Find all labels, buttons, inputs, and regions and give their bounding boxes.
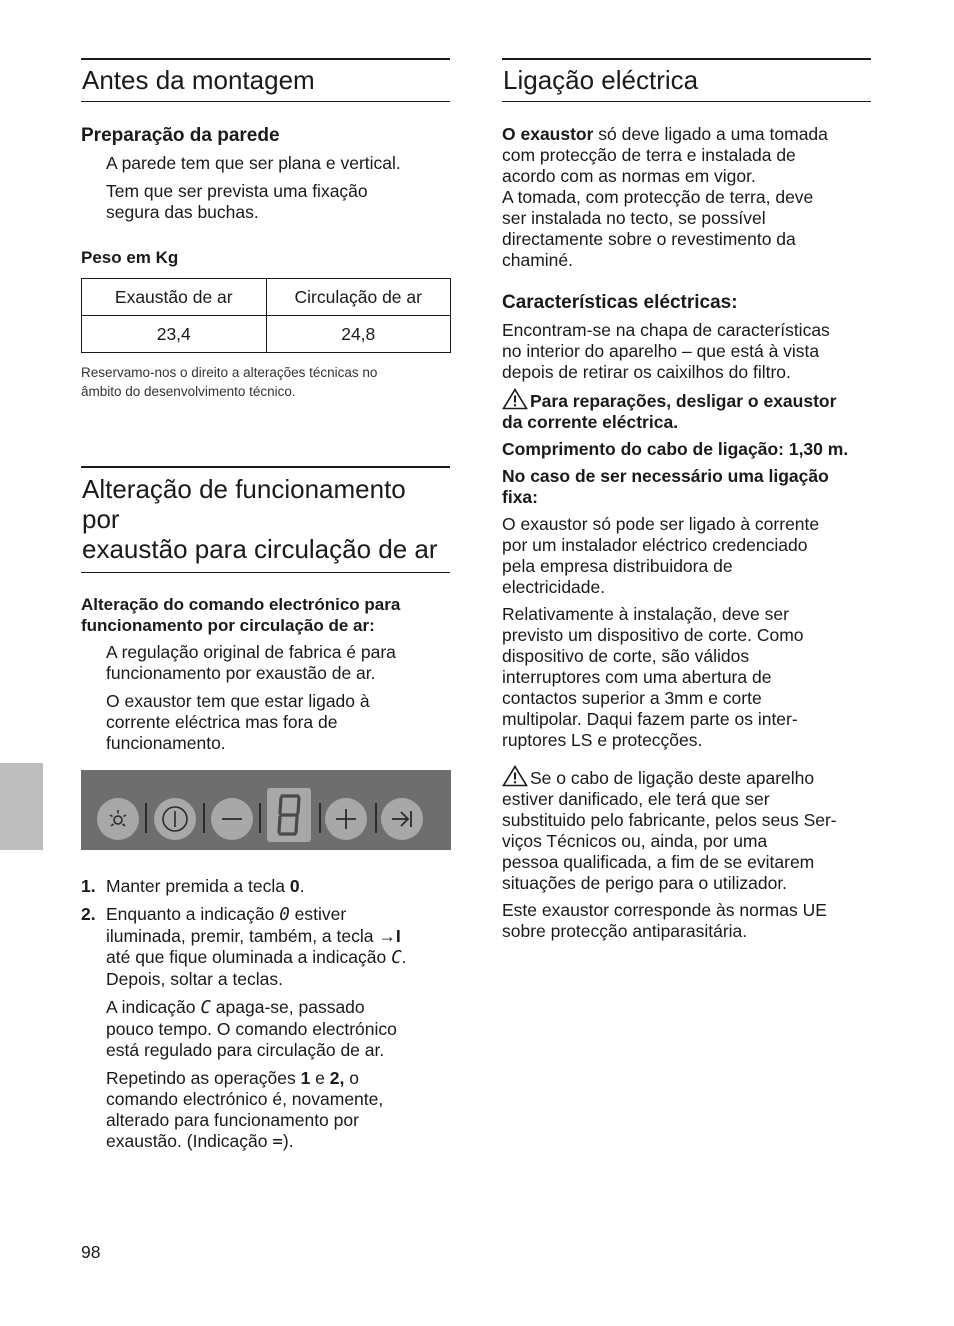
table-cell: 24,8 [266, 316, 451, 353]
text-line: alterado para funcionamento por [106, 1110, 359, 1130]
heading-line: funcionamento por circulação de ar: [81, 616, 375, 635]
panel-separator [259, 803, 261, 833]
step-text: estiver [289, 904, 347, 924]
disclaimer-line: Reservamo-nos o direito a alterações técnicas no [81, 365, 378, 380]
factory-setting-text [81, 642, 450, 684]
step-1 [81, 876, 450, 897]
anchor-requirement-line: Tem que ser prevista uma fixação [106, 181, 368, 201]
section-title-before-mounting: Antes da montagem [81, 58, 450, 102]
electrical-specs-heading: Características eléctricas: [502, 292, 738, 313]
step-reference: 1 [300, 1068, 311, 1088]
cutoff-device-text [502, 604, 871, 751]
section-title-electrical-connection: Ligação eléctrica [502, 58, 871, 102]
connection-paragraph [502, 124, 871, 271]
text-line: estiver danificado, ele terá que ser [502, 789, 770, 809]
text-span: Repetindo as operações [106, 1068, 301, 1088]
display-indicator-c: C [200, 998, 211, 1018]
table-header-cell: Exaustão de ar [82, 279, 267, 316]
text-line: fixa: [502, 487, 538, 507]
text-line: previsto um dispositivo de corte. Como [502, 625, 804, 645]
page-number: 98 [81, 1242, 101, 1262]
installer-text [502, 514, 871, 598]
text-line: acordo com as normas em vigor. [502, 166, 756, 186]
segment-display [267, 788, 311, 842]
intensive-icon [389, 806, 415, 832]
step-text: até que fique oluminada a indicação [106, 947, 392, 967]
step-text: Enquanto a indicação [106, 904, 280, 924]
panel-separator [145, 803, 147, 833]
text-span: exaustão. (Indicação [106, 1131, 273, 1151]
minus-button [211, 798, 253, 840]
text-line: Encontram-se na chapa de características [502, 320, 830, 340]
title-line: Alteração de funcionamento por [82, 474, 406, 534]
warning-text: Para reparações, desligar o exaustor [530, 391, 837, 411]
text-line: multipolar. Daqui fazem parte os inter- [502, 709, 798, 729]
text-line: sobre protecção antiparasitária. [502, 921, 748, 941]
text-line: pessoa qualificada, a fim de se evitarem [502, 852, 815, 872]
text-line: comando electrónico é, novamente, [106, 1089, 384, 1109]
section-title-mode-change [81, 466, 450, 573]
text-line: directamente sobre o revestimento da [502, 229, 796, 249]
eu-norms-text [502, 900, 871, 942]
plus-button [325, 798, 367, 840]
step-text: Depois, soltar a teclas. [106, 969, 284, 989]
warning-triangle-icon [502, 765, 528, 787]
right-column [502, 58, 871, 942]
warning-line [502, 765, 871, 789]
text-line [106, 1131, 450, 1153]
step-text: . [401, 947, 407, 967]
text-line: pela empresa distribuidora de [502, 556, 733, 576]
text-line: O exaustor só pode ser ligado à corrente [502, 514, 820, 534]
text-line: corrente eléctrica mas fora de [106, 712, 338, 732]
anchor-requirement-text [81, 181, 450, 223]
title-line: exaustão para circulação de ar [82, 534, 438, 564]
text-line [106, 1068, 450, 1089]
text-line: com protecção de terra e instalada de [502, 145, 796, 165]
wall-requirement-text: A parede tem que ser plana e vertical. [106, 153, 401, 173]
table-header-cell: Circulação de ar [266, 279, 451, 316]
after-text [81, 997, 450, 1061]
weight-table [81, 278, 451, 353]
table-cell: 23,4 [82, 316, 267, 353]
text-span: A indicação [106, 997, 201, 1017]
step-number: 1. [81, 876, 96, 896]
weight-heading: Peso em Kg [81, 248, 179, 267]
heading-line: Alteração do comando electrónico para [81, 595, 401, 614]
fixed-connection-heading [502, 466, 871, 508]
text-line: viços Técnicos ou, ainda, por uma [502, 831, 768, 851]
table-header-row [82, 279, 451, 316]
text-line: O exaustor tem que estar ligado à [106, 691, 370, 711]
warning-damaged-cable [502, 765, 871, 894]
key-reference: 0 [289, 876, 300, 896]
intensive-key-reference: →I [378, 926, 401, 946]
control-change-heading [81, 594, 450, 636]
panel-separator [203, 803, 205, 833]
text-line: ser instalada no tecto, se possível [502, 208, 766, 228]
step-text: iluminada, premir, também, a tecla [106, 926, 379, 946]
text-line: A tomada, com protecção de terra, deve [502, 187, 814, 207]
light-button [97, 798, 139, 840]
panel-separator [319, 803, 321, 833]
warning-line [502, 388, 871, 412]
table-row [82, 316, 451, 353]
text-span: ). [282, 1131, 294, 1151]
text-line: Este exaustor corresponde às normas UE [502, 900, 827, 920]
bold-term: O exaustor [502, 124, 594, 144]
light-icon [106, 807, 130, 831]
section-tab-marker [0, 763, 43, 850]
text-line: pouco tempo. O comando electrónico [106, 1019, 397, 1039]
text-line: dispositivo de corte, são válidos [502, 646, 750, 666]
warning-text: Se o cabo de ligação deste aparelho [530, 768, 815, 788]
text-line: Relativamente à instalação, deve ser [502, 604, 789, 624]
warning-disconnect [502, 388, 871, 433]
text-span: o [344, 1068, 359, 1088]
display-indicator-0: 0 [279, 905, 290, 925]
text-line [106, 997, 450, 1019]
text-line: funcionamento por exaustão de ar. [106, 663, 376, 683]
text-line: depois de retirar os caixilhos do filtro. [502, 362, 791, 382]
text-line [502, 124, 871, 145]
text-line: no interior do aparelho – que está à vista [502, 341, 820, 361]
intensive-button [381, 798, 423, 840]
plus-icon [333, 806, 359, 832]
step-2 [81, 904, 450, 990]
minus-icon [219, 806, 245, 832]
anchor-requirement-line: segura das buchas. [106, 202, 259, 222]
step-number: 2. [81, 904, 96, 924]
power-button [154, 798, 196, 840]
text-line: ruptores LS e protecções. [502, 730, 703, 750]
display-indicator-c: C [391, 948, 402, 968]
left-column [81, 58, 450, 1153]
text-line: No caso de ser necessário uma ligação [502, 466, 829, 486]
text-span: só deve ligado a uma tomada [593, 124, 828, 144]
text-line: chaminé. [502, 250, 574, 270]
power-icon [160, 804, 190, 834]
panel-separator [375, 803, 377, 833]
text-span: apaga-se, passado [210, 997, 365, 1017]
step-reference: 2, [329, 1068, 345, 1088]
text-line: contactos superior a 3mm e corte [502, 688, 762, 708]
wall-preparation-heading: Preparação da parede [81, 125, 280, 146]
text-line: interruptores com uma abertura de [502, 667, 772, 687]
display-indicator-exhaust: = [272, 1132, 283, 1152]
power-state-text [81, 691, 450, 754]
text-span: e [310, 1068, 330, 1088]
control-panel-illustration [81, 770, 451, 850]
text-line: substituido pelo fabricante, pelos seus Ser- [502, 810, 837, 830]
text-line: está regulado para circulação de ar. [106, 1040, 385, 1060]
cable-length-text: Comprimento do cabo de ligação: 1,30 m. [502, 439, 849, 459]
step-text: . [299, 876, 305, 896]
text-line: electricidade. [502, 577, 606, 597]
warning-line: da corrente eléctrica. [502, 412, 679, 432]
instruction-steps [81, 876, 450, 990]
text-line: por um instalador eléctrico credenciado [502, 535, 808, 555]
step-text: Manter premida a tecla [106, 876, 290, 896]
warning-triangle-icon [502, 388, 528, 410]
text-line: A regulação original de fabrica é para [106, 642, 396, 662]
text-line: funcionamento. [106, 733, 226, 753]
seven-segment-digit [275, 793, 303, 837]
text-line: situações de perigo para o utilizador. [502, 873, 788, 893]
repeat-text [81, 1068, 450, 1153]
specs-text [502, 320, 871, 383]
disclaimer-line: âmbito do desenvolvimento técnico. [81, 384, 296, 399]
